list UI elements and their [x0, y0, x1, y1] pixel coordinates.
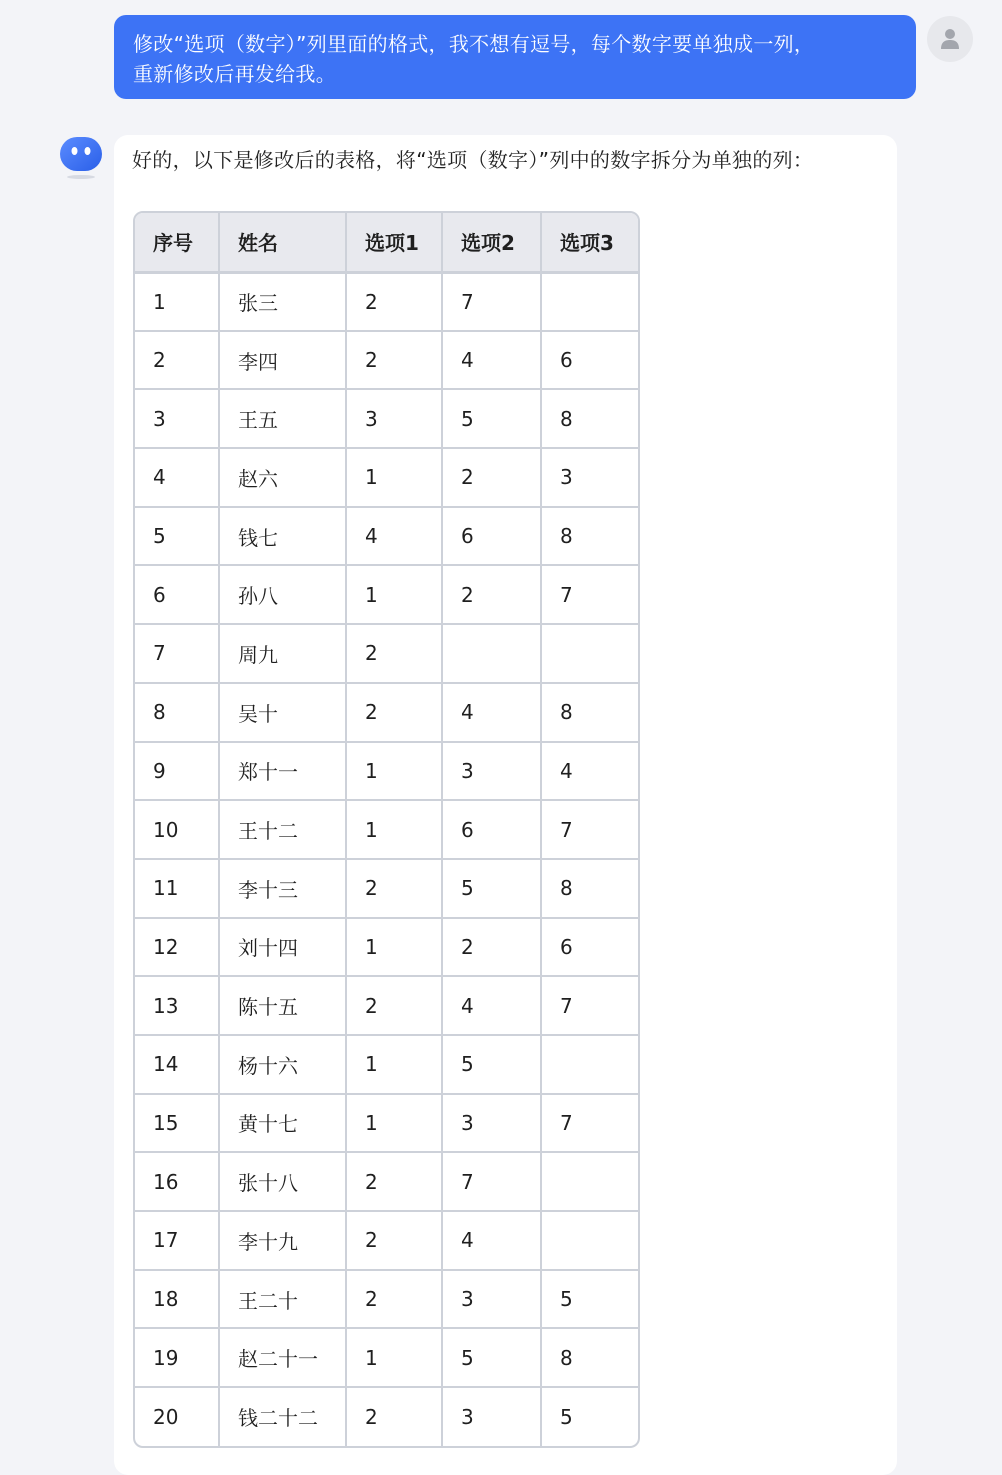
cell-option-2: 3	[442, 1270, 541, 1329]
cell-option-2: 3	[442, 1094, 541, 1153]
table-row	[135, 565, 638, 624]
cell-option-1: 1	[346, 918, 442, 977]
cell-option-3	[541, 272, 638, 331]
cell-name: 周九	[219, 624, 346, 683]
cell-name: 李十九	[219, 1211, 346, 1270]
cell-option-3: 7	[541, 1094, 638, 1153]
user-avatar[interactable]	[927, 16, 973, 62]
table-row	[135, 683, 638, 742]
result-table-container	[133, 211, 640, 1448]
user-icon	[940, 28, 960, 50]
header-index: 序号	[135, 213, 219, 272]
cell-option-1: 2	[346, 1211, 442, 1270]
table-row	[135, 331, 638, 390]
table-row	[135, 389, 638, 448]
cell-option-2: 4	[442, 331, 541, 390]
cell-index: 11	[135, 859, 219, 918]
header-option-1: 选项1	[346, 213, 442, 272]
user-message-line-1: 修改“选项（数字）”列里面的格式，我不想有逗号，每个数字要单独成一列，	[133, 32, 815, 56]
cell-name: 王五	[219, 389, 346, 448]
cell-option-1: 3	[346, 389, 442, 448]
cell-index: 3	[135, 389, 219, 448]
cell-option-3: 6	[541, 918, 638, 977]
cell-option-1: 2	[346, 331, 442, 390]
cell-name: 钱二十二	[219, 1387, 346, 1446]
cell-option-1: 1	[346, 565, 442, 624]
cell-option-3: 3	[541, 448, 638, 507]
cell-option-3: 8	[541, 683, 638, 742]
user-message-row	[0, 0, 1002, 110]
cell-name: 孙八	[219, 565, 346, 624]
cell-name: 王十二	[219, 800, 346, 859]
bot-avatar	[58, 136, 104, 182]
cell-index: 16	[135, 1152, 219, 1211]
cell-name: 钱七	[219, 507, 346, 566]
table-row	[135, 918, 638, 977]
cell-option-3	[541, 1035, 638, 1094]
cell-index: 15	[135, 1094, 219, 1153]
cell-name: 李四	[219, 331, 346, 390]
user-message-bubble	[114, 15, 916, 99]
cell-index: 5	[135, 507, 219, 566]
cell-option-2: 6	[442, 507, 541, 566]
cell-option-3: 8	[541, 859, 638, 918]
cell-option-3	[541, 624, 638, 683]
table-row	[135, 1211, 638, 1270]
cell-option-3	[541, 1211, 638, 1270]
cell-name: 赵六	[219, 448, 346, 507]
user-message-line-2: 重新修改后再发给我。	[133, 62, 336, 86]
cell-option-1: 1	[346, 800, 442, 859]
cell-option-1: 2	[346, 1387, 442, 1446]
cell-option-2: 4	[442, 1211, 541, 1270]
cell-option-1: 2	[346, 624, 442, 683]
cell-name: 黄十七	[219, 1094, 346, 1153]
cell-index: 2	[135, 331, 219, 390]
cell-option-3: 7	[541, 976, 638, 1035]
bot-icon	[58, 136, 104, 182]
cell-option-2: 5	[442, 859, 541, 918]
header-option-2: 选项2	[442, 213, 541, 272]
table-body	[135, 272, 638, 1446]
cell-option-1: 2	[346, 1152, 442, 1211]
cell-option-2: 4	[442, 683, 541, 742]
cell-option-2: 5	[442, 1035, 541, 1094]
cell-option-3: 8	[541, 1328, 638, 1387]
table-row	[135, 742, 638, 801]
table-row	[135, 1270, 638, 1329]
cell-index: 9	[135, 742, 219, 801]
table-row	[135, 448, 638, 507]
cell-index: 4	[135, 448, 219, 507]
table-row	[135, 800, 638, 859]
cell-option-2: 2	[442, 918, 541, 977]
header-name: 姓名	[219, 213, 346, 272]
cell-index: 14	[135, 1035, 219, 1094]
cell-name: 李十三	[219, 859, 346, 918]
cell-option-2	[442, 624, 541, 683]
cell-index: 7	[135, 624, 219, 683]
table-row	[135, 507, 638, 566]
cell-index: 20	[135, 1387, 219, 1446]
cell-index: 17	[135, 1211, 219, 1270]
cell-option-3: 5	[541, 1270, 638, 1329]
cell-index: 10	[135, 800, 219, 859]
table-row	[135, 859, 638, 918]
cell-option-2: 4	[442, 976, 541, 1035]
cell-option-2: 3	[442, 742, 541, 801]
cell-option-3: 4	[541, 742, 638, 801]
cell-index: 19	[135, 1328, 219, 1387]
table-row	[135, 1328, 638, 1387]
cell-name: 张三	[219, 272, 346, 331]
cell-option-1: 2	[346, 976, 442, 1035]
cell-option-1: 1	[346, 1328, 442, 1387]
cell-option-3	[541, 1152, 638, 1211]
cell-option-2: 2	[442, 565, 541, 624]
cell-index: 1	[135, 272, 219, 331]
cell-option-1: 1	[346, 1035, 442, 1094]
cell-name: 张十八	[219, 1152, 346, 1211]
table-row	[135, 1152, 638, 1211]
cell-index: 8	[135, 683, 219, 742]
table-row	[135, 976, 638, 1035]
cell-name: 王二十	[219, 1270, 346, 1329]
cell-option-2: 5	[442, 1328, 541, 1387]
table-row	[135, 624, 638, 683]
table-row	[135, 1094, 638, 1153]
table-row	[135, 1035, 638, 1094]
result-table	[135, 213, 638, 1446]
cell-name: 杨十六	[219, 1035, 346, 1094]
cell-index: 12	[135, 918, 219, 977]
cell-option-2: 5	[442, 389, 541, 448]
cell-option-2: 2	[442, 448, 541, 507]
header-option-3: 选项3	[541, 213, 638, 272]
table-row	[135, 272, 638, 331]
cell-name: 赵二十一	[219, 1328, 346, 1387]
cell-option-1: 2	[346, 1270, 442, 1329]
cell-index: 18	[135, 1270, 219, 1329]
cell-option-1: 1	[346, 448, 442, 507]
cell-index: 6	[135, 565, 219, 624]
cell-name: 吴十	[219, 683, 346, 742]
cell-option-1: 2	[346, 859, 442, 918]
bot-message-intro: 好的，以下是修改后的表格，将“选项（数字）”列中的数字拆分为单独的列：	[132, 148, 814, 172]
table-row	[135, 1387, 638, 1446]
cell-option-2: 3	[442, 1387, 541, 1446]
table-header-row	[135, 213, 638, 272]
cell-option-2: 7	[442, 1152, 541, 1211]
cell-option-3: 8	[541, 389, 638, 448]
cell-option-2: 6	[442, 800, 541, 859]
cell-option-1: 2	[346, 272, 442, 331]
cell-option-1: 1	[346, 1094, 442, 1153]
cell-option-1: 2	[346, 683, 442, 742]
cell-name: 郑十一	[219, 742, 346, 801]
cell-option-3: 8	[541, 507, 638, 566]
cell-option-3: 7	[541, 565, 638, 624]
cell-name: 陈十五	[219, 976, 346, 1035]
cell-name: 刘十四	[219, 918, 346, 977]
cell-option-1: 1	[346, 742, 442, 801]
cell-index: 13	[135, 976, 219, 1035]
cell-option-1: 4	[346, 507, 442, 566]
cell-option-3: 5	[560, 1404, 573, 1429]
cell-option-3: 6	[541, 331, 638, 390]
cell-option-3: 7	[541, 800, 638, 859]
cell-option-2: 7	[442, 272, 541, 331]
